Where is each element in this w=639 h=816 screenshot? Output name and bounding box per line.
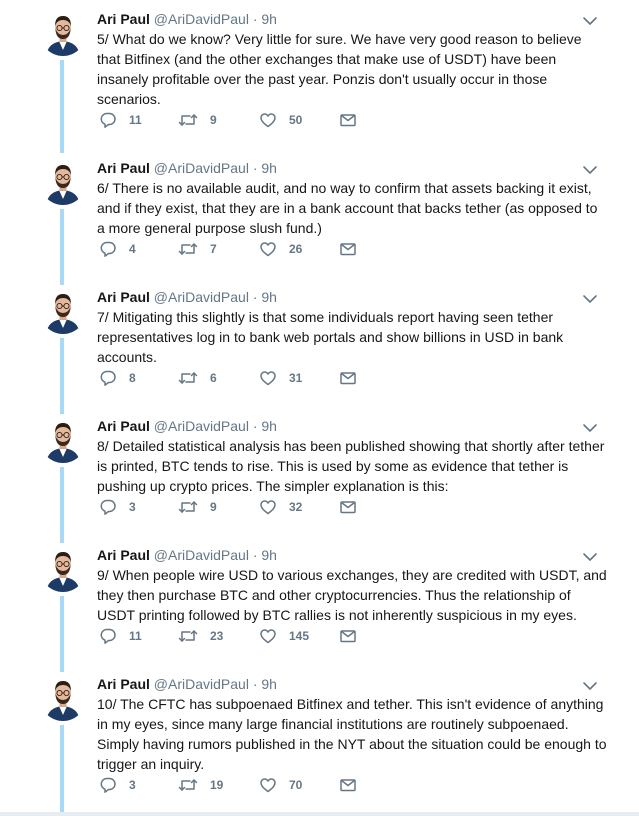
- retweet-icon: [178, 776, 198, 794]
- thread-line: [60, 467, 64, 543]
- reply-count: 8: [129, 371, 136, 385]
- like-button[interactable]: [259, 110, 302, 130]
- action-bar: [97, 368, 397, 388]
- retweet-icon: [178, 498, 198, 516]
- retweet-button[interactable]: [178, 626, 223, 646]
- reply-icon: [99, 498, 117, 516]
- retweet-count: 9: [210, 113, 217, 127]
- timestamp[interactable]: 9h: [261, 11, 277, 27]
- like-button[interactable]: [259, 626, 309, 646]
- tweet-header: [97, 546, 277, 564]
- retweet-button[interactable]: [178, 368, 217, 388]
- avatar[interactable]: [40, 675, 86, 721]
- separator-dot: ·: [252, 11, 258, 27]
- retweet-icon: [178, 240, 198, 258]
- avatar[interactable]: [40, 288, 86, 334]
- direct-message-button[interactable]: [339, 368, 357, 388]
- author-handle[interactable]: @AriDavidPaul: [153, 11, 249, 27]
- timestamp[interactable]: 9h: [261, 547, 277, 563]
- author-name[interactable]: Ari Paul: [97, 11, 150, 27]
- separator-dot: ·: [252, 676, 258, 692]
- avatar[interactable]: [40, 417, 86, 463]
- author-name[interactable]: Ari Paul: [97, 547, 150, 563]
- author-handle[interactable]: @AriDavidPaul: [153, 547, 249, 563]
- retweet-count: 7: [210, 242, 217, 256]
- retweet-button[interactable]: [178, 497, 217, 517]
- thread-line: [60, 338, 64, 414]
- heart-icon: [259, 369, 277, 387]
- retweet-button[interactable]: [178, 775, 223, 795]
- direct-message-button[interactable]: [339, 239, 357, 259]
- tweet-header: [97, 417, 277, 435]
- avatar[interactable]: [40, 159, 86, 205]
- direct-message-button[interactable]: [339, 497, 357, 517]
- reply-icon: [99, 240, 117, 258]
- chevron-down-icon[interactable]: [582, 14, 598, 26]
- tweet-header: [97, 675, 277, 693]
- envelope-icon: [339, 498, 357, 516]
- chevron-down-icon[interactable]: [582, 421, 598, 433]
- timestamp[interactable]: 9h: [261, 418, 277, 434]
- envelope-icon: [339, 627, 357, 645]
- reply-button[interactable]: [99, 497, 136, 517]
- separator-dot: ·: [252, 418, 258, 434]
- heart-icon: [259, 240, 277, 258]
- tweet-header: [97, 288, 277, 306]
- envelope-icon: [339, 240, 357, 258]
- like-button[interactable]: [259, 368, 302, 388]
- chevron-down-icon[interactable]: [582, 292, 598, 304]
- author-name[interactable]: Ari Paul: [97, 418, 150, 434]
- tweet-header: [97, 159, 277, 177]
- like-count: 31: [289, 371, 303, 385]
- heart-icon: [259, 627, 277, 645]
- thread-line: [60, 60, 64, 153]
- tweet-text: 7/ Mitigating this slightly is that some individuals report having seen tether representatives log in to bank web portals and show billions in USD in bank accounts.: [97, 309, 564, 365]
- reply-icon: [99, 111, 117, 129]
- retweet-icon: [178, 369, 198, 387]
- like-button[interactable]: [259, 239, 302, 259]
- separator-dot: ·: [252, 547, 258, 563]
- author-handle[interactable]: @AriDavidPaul: [153, 418, 249, 434]
- author-name[interactable]: Ari Paul: [97, 160, 150, 176]
- like-button[interactable]: [259, 775, 302, 795]
- reply-button[interactable]: [99, 368, 136, 388]
- separator-dot: ·: [252, 289, 258, 305]
- reply-button[interactable]: [99, 626, 142, 646]
- tweet-text: 5/ What do we know? Very little for sure. We have very good reason to believe that Bitfinex (and the other exchanges that make use of USDT) have been insanely profitable over the past year. Ponzis don't usually occur in those scenarios.: [97, 31, 582, 107]
- timestamp[interactable]: 9h: [261, 676, 277, 692]
- tweet-header: [97, 10, 277, 28]
- tweet-text: 9/ When people wire USD to various exchanges, they are credited with USDT, and they then purchase BTC and other cryptocurrencies. Thus the relationship of USDT printing followed by BTC rallies is not inherently suspicious in my eyes.: [97, 567, 607, 623]
- avatar[interactable]: [40, 546, 86, 592]
- chevron-down-icon[interactable]: [582, 550, 598, 562]
- author-handle[interactable]: @AriDavidPaul: [153, 289, 249, 305]
- like-button[interactable]: [259, 497, 302, 517]
- reply-count: 11: [129, 629, 142, 643]
- separator-dot: ·: [252, 160, 258, 176]
- heart-icon: [259, 498, 277, 516]
- avatar[interactable]: [40, 10, 86, 56]
- direct-message-button[interactable]: [339, 110, 357, 130]
- direct-message-button[interactable]: [339, 775, 357, 795]
- bottom-divider: [0, 812, 639, 816]
- thread-line: [60, 725, 64, 816]
- timestamp[interactable]: 9h: [261, 160, 277, 176]
- reply-count: 11: [129, 113, 142, 127]
- reply-icon: [99, 627, 117, 645]
- reply-icon: [99, 776, 117, 794]
- heart-icon: [259, 111, 277, 129]
- reply-icon: [99, 369, 117, 387]
- retweet-icon: [178, 627, 198, 645]
- author-name[interactable]: Ari Paul: [97, 289, 150, 305]
- retweet-count: 23: [210, 629, 224, 643]
- like-count: 50: [289, 113, 303, 127]
- retweet-button[interactable]: [178, 239, 217, 259]
- action-bar: [97, 497, 397, 517]
- retweet-button[interactable]: [178, 110, 217, 130]
- timestamp[interactable]: 9h: [261, 289, 277, 305]
- retweet-icon: [178, 111, 198, 129]
- action-bar: [97, 626, 397, 646]
- reply-button[interactable]: [99, 110, 142, 130]
- tweet-text: 10/ The CFTC has subpoenaed Bitfinex and tether. This isn't evidence of anything in my eyes, since many large financial institutions are routinely subpoenaed. Simply having rumors published in the NYT about the situation could be enough to trigger an inquiry.: [97, 696, 607, 772]
- reply-button[interactable]: [99, 239, 136, 259]
- retweet-count: 19: [210, 778, 224, 792]
- reply-button[interactable]: [99, 775, 136, 795]
- retweet-count: 6: [210, 371, 217, 385]
- like-count: 70: [289, 778, 303, 792]
- author-handle[interactable]: @AriDavidPaul: [153, 676, 249, 692]
- like-count: 145: [289, 629, 310, 643]
- like-count: 26: [289, 242, 303, 256]
- reply-count: 3: [129, 778, 136, 792]
- tweet-text: 6/ There is no available audit, and no way to confirm that assets backing it exist, and if they exist, that they are in a bank account that backs tether (as opposed to a more general purpose slush fund.): [97, 180, 598, 236]
- chevron-down-icon[interactable]: [582, 163, 598, 175]
- chevron-down-icon[interactable]: [582, 679, 598, 691]
- action-bar: [97, 110, 397, 130]
- author-name[interactable]: Ari Paul: [97, 676, 150, 692]
- envelope-icon: [339, 111, 357, 129]
- envelope-icon: [339, 776, 357, 794]
- action-bar: [97, 239, 397, 259]
- action-bar: [97, 775, 397, 795]
- reply-count: 3: [129, 500, 136, 514]
- thread-line: [60, 596, 64, 672]
- reply-count: 4: [129, 242, 136, 256]
- retweet-count: 9: [210, 500, 217, 514]
- like-count: 32: [289, 500, 303, 514]
- thread-line: [60, 209, 64, 285]
- author-handle[interactable]: @AriDavidPaul: [153, 160, 249, 176]
- tweet-text: 8/ Detailed statistical analysis has been published showing that shortly after tether is printed, BTC tends to rise. This is used by some as evidence that tether is pushing up crypto prices. The simpler explanation is this:: [97, 438, 605, 494]
- direct-message-button[interactable]: [339, 626, 357, 646]
- heart-icon: [259, 776, 277, 794]
- envelope-icon: [339, 369, 357, 387]
